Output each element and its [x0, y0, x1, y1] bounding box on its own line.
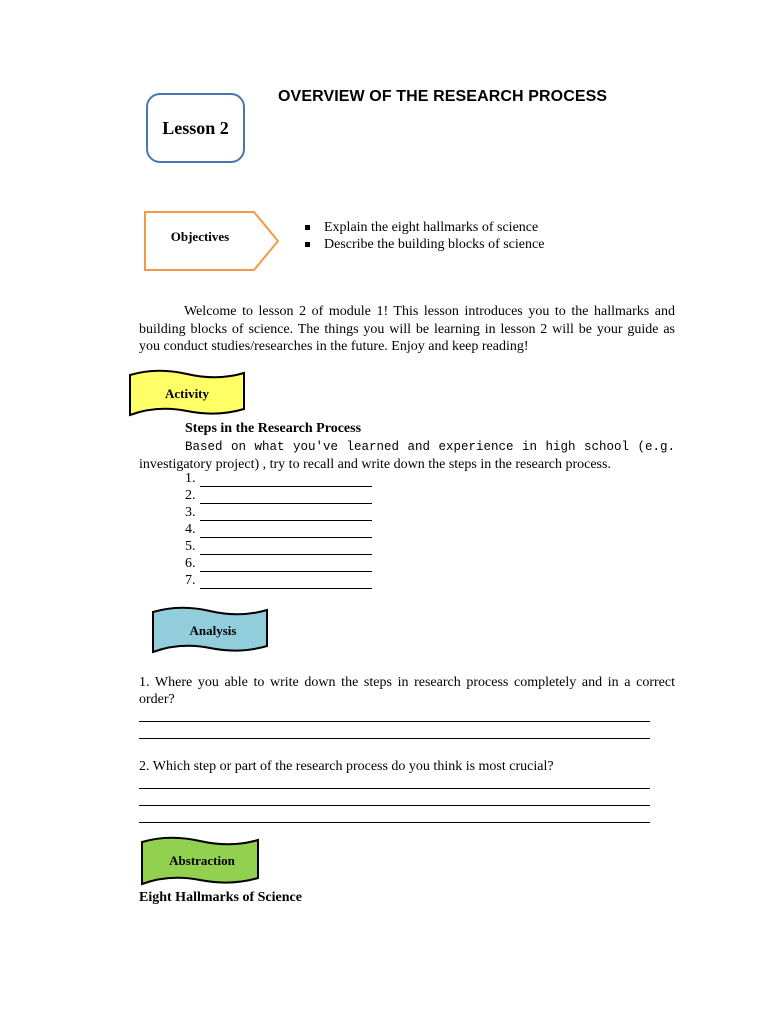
step-answer-line[interactable]	[200, 503, 372, 504]
step-number: 5.	[185, 539, 196, 554]
activity-instruction-part1: Based on what you've learned and experience in high school (e.g.	[185, 440, 675, 454]
objectives-label: Objectives	[170, 229, 230, 244]
page-title: OVERVIEW OF THE RESEARCH PROCESS	[278, 88, 608, 105]
objective-item: Describe the building blocks of science	[302, 236, 544, 253]
objective-item: Explain the eight hallmarks of science	[302, 219, 544, 236]
answer-line[interactable]	[139, 822, 650, 823]
step-number: 4.	[185, 522, 196, 537]
step-number: 7.	[185, 573, 196, 588]
activity-instruction-part2: investigatory project) , try to recall and write down the steps in the research process.	[139, 457, 611, 472]
lesson-label: Lesson 2	[162, 117, 229, 138]
activity-banner-label: Activity	[164, 386, 210, 401]
step-answer-line[interactable]	[200, 486, 372, 487]
step-number: 2.	[185, 488, 196, 503]
lesson-badge	[146, 93, 245, 163]
step-answer-line[interactable]	[200, 588, 372, 589]
step-number: 6.	[185, 556, 196, 571]
analysis-banner-label: Analysis	[189, 623, 237, 638]
step-answer-line[interactable]	[200, 554, 372, 555]
answer-line[interactable]	[139, 738, 650, 739]
answer-line[interactable]	[139, 805, 650, 806]
analysis-question-1: 1. Where you able to write down the steps in research process completely and in a correct order?	[139, 675, 675, 707]
step-answer-line[interactable]	[200, 520, 372, 521]
answer-line[interactable]	[139, 721, 650, 722]
activity-instructions	[139, 438, 675, 473]
step-number: 1.	[185, 471, 196, 486]
answer-line[interactable]	[139, 788, 650, 789]
activity-title: Steps in the Research Process	[185, 421, 362, 436]
intro-paragraph: Welcome to lesson 2 of module 1! This lesson introduces you to the hallmarks and building blocks of science. The things you will be learning in lesson 2 will be your guide as you conduct studies/researches in the future. Enjoy and keep reading!	[139, 304, 675, 354]
analysis-question-2: 2. Which step or part of the research process do you think is most crucial?	[139, 759, 554, 774]
step-answer-line[interactable]	[200, 537, 372, 538]
objectives-list	[302, 219, 544, 253]
abstraction-banner-label: Abstraction	[169, 853, 235, 868]
step-answer-line[interactable]	[200, 571, 372, 572]
step-number: 3.	[185, 505, 196, 520]
abstraction-heading: Eight Hallmarks of Science	[139, 890, 302, 905]
